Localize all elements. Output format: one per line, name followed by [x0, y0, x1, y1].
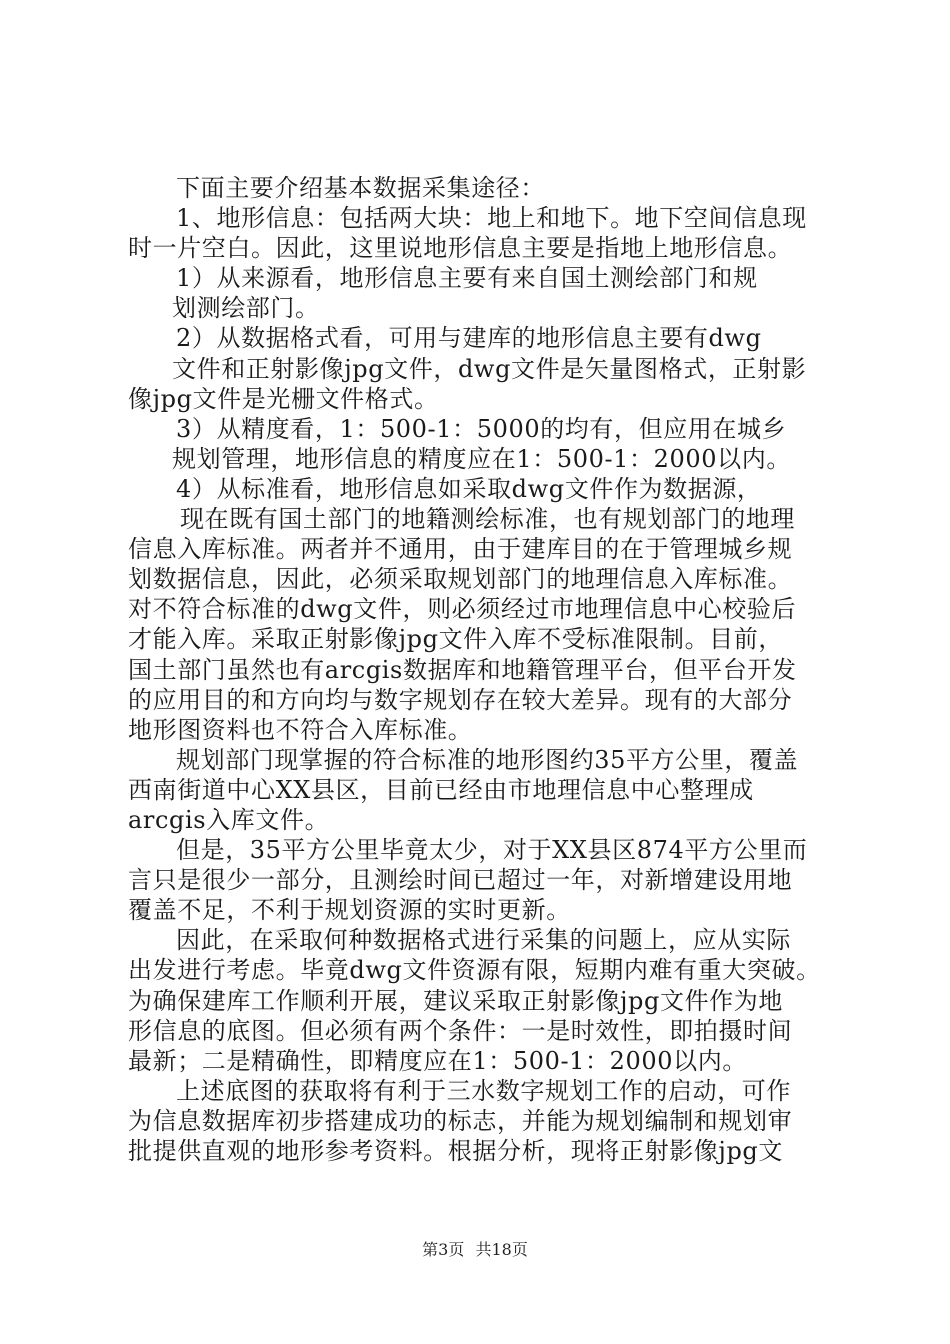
paragraph-line: 言只是很少一部分，且测绘时间已超过一年，对新增建设用地: [128, 866, 793, 895]
paragraph-line: 为确保建库工作顺利开展，建议采取正射影像jpg文件作为地: [128, 986, 783, 1015]
page-footer: [0, 1240, 950, 1260]
paragraph-line: 1、地形信息：包括两大块：地上和地下。地下空间信息现: [176, 204, 807, 233]
paragraph-line: arcgis入库文件。: [128, 805, 330, 834]
paragraph-line: 规划管理，地形信息的精度应在1：500-1：2000以内。: [172, 444, 791, 473]
paragraph-line: 批提供直观的地形参考资料。根据分析，现将正射影像jpg文: [128, 1137, 783, 1165]
paragraph-line: 最新；二是精确性，即精度应在1：500-1：2000以内。: [128, 1046, 747, 1075]
page-number: 第3页: [422, 1240, 465, 1259]
paragraph-line: 3）从精度看，1：500-1：5000的均有，但应用在城乡: [176, 414, 787, 443]
paragraph-line: 划测绘部门。: [172, 294, 320, 323]
paragraph-line: 为信息数据库初步搭建成功的标志，并能为规划编制和规划审: [128, 1106, 793, 1135]
paragraph-line: 1）从来源看，地形信息主要有来自国土测绘部门和规: [176, 264, 758, 293]
paragraph-line: 形信息的底图。但必须有两个条件：一是时效性，即拍摄时间: [128, 1016, 793, 1045]
page-total: 共18页: [475, 1240, 528, 1259]
paragraph-line: 上述底图的获取将有利于三水数字规划工作的启动，可作: [176, 1076, 791, 1105]
paragraph-line: 下面主要介绍基本数据采集途径：: [176, 174, 545, 202]
paragraph-line: 划数据信息，因此，必须采取规划部门的地理信息入库标准。: [128, 565, 793, 594]
paragraph-line: 信息入库标准。两者并不通用，由于建库目的在于管理城乡规: [128, 535, 793, 564]
paragraph-line: 出发进行考虑。毕竟dwg文件资源有限，短期内难有重大突破。: [128, 956, 821, 985]
paragraph-line: 但是，35平方公里毕竟太少，对于XX县区874平方公里而: [176, 836, 808, 865]
paragraph-line: 对不符合标准的dwg文件，则必须经过市地理信息中心校验后: [128, 595, 797, 624]
paragraph-line: 现在既有国土部门的地籍测绘标准，也有规划部门的地理: [180, 505, 795, 534]
paragraph-line: 覆盖不足，不利于规划资源的实时更新。: [128, 896, 571, 925]
paragraph-line: 地形图资料也不符合入库标准。: [128, 715, 473, 744]
paragraph-line: 才能入库。采取正射影像jpg文件入库不受标准限制。目前，: [128, 625, 783, 654]
paragraph-line: 时一片空白。因此，这里说地形信息主要是指地上地形信息。: [128, 234, 793, 263]
paragraph-line: 像jpg文件是光栅文件格式。: [128, 384, 439, 413]
paragraph-line: 规划部门现掌握的符合标准的地形图约35平方公里，覆盖: [176, 745, 799, 774]
paragraph-line: 的应用目的和方向均与数字规划存在较大差异。现有的大部分: [128, 685, 793, 714]
paragraph-line: 4）从标准看，地形信息如采取dwg文件作为数据源，: [176, 474, 762, 503]
paragraph-line: 因此，在采取何种数据格式进行采集的问题上，应从实际: [176, 926, 791, 955]
document-body: [128, 173, 840, 1166]
paragraph-line: 2）从数据格式看，可用与建库的地形信息主要有dwg: [176, 324, 762, 353]
paragraph-line: 文件和正射影像jpg文件，dwg文件是矢量图格式，正射影: [172, 354, 807, 383]
paragraph-line: 国土部门虽然也有arcgis数据库和地籍管理平台，但平台开发: [128, 655, 797, 684]
paragraph-line: 西南街道中心XX县区，目前已经由市地理信息中心整理成: [128, 775, 754, 804]
